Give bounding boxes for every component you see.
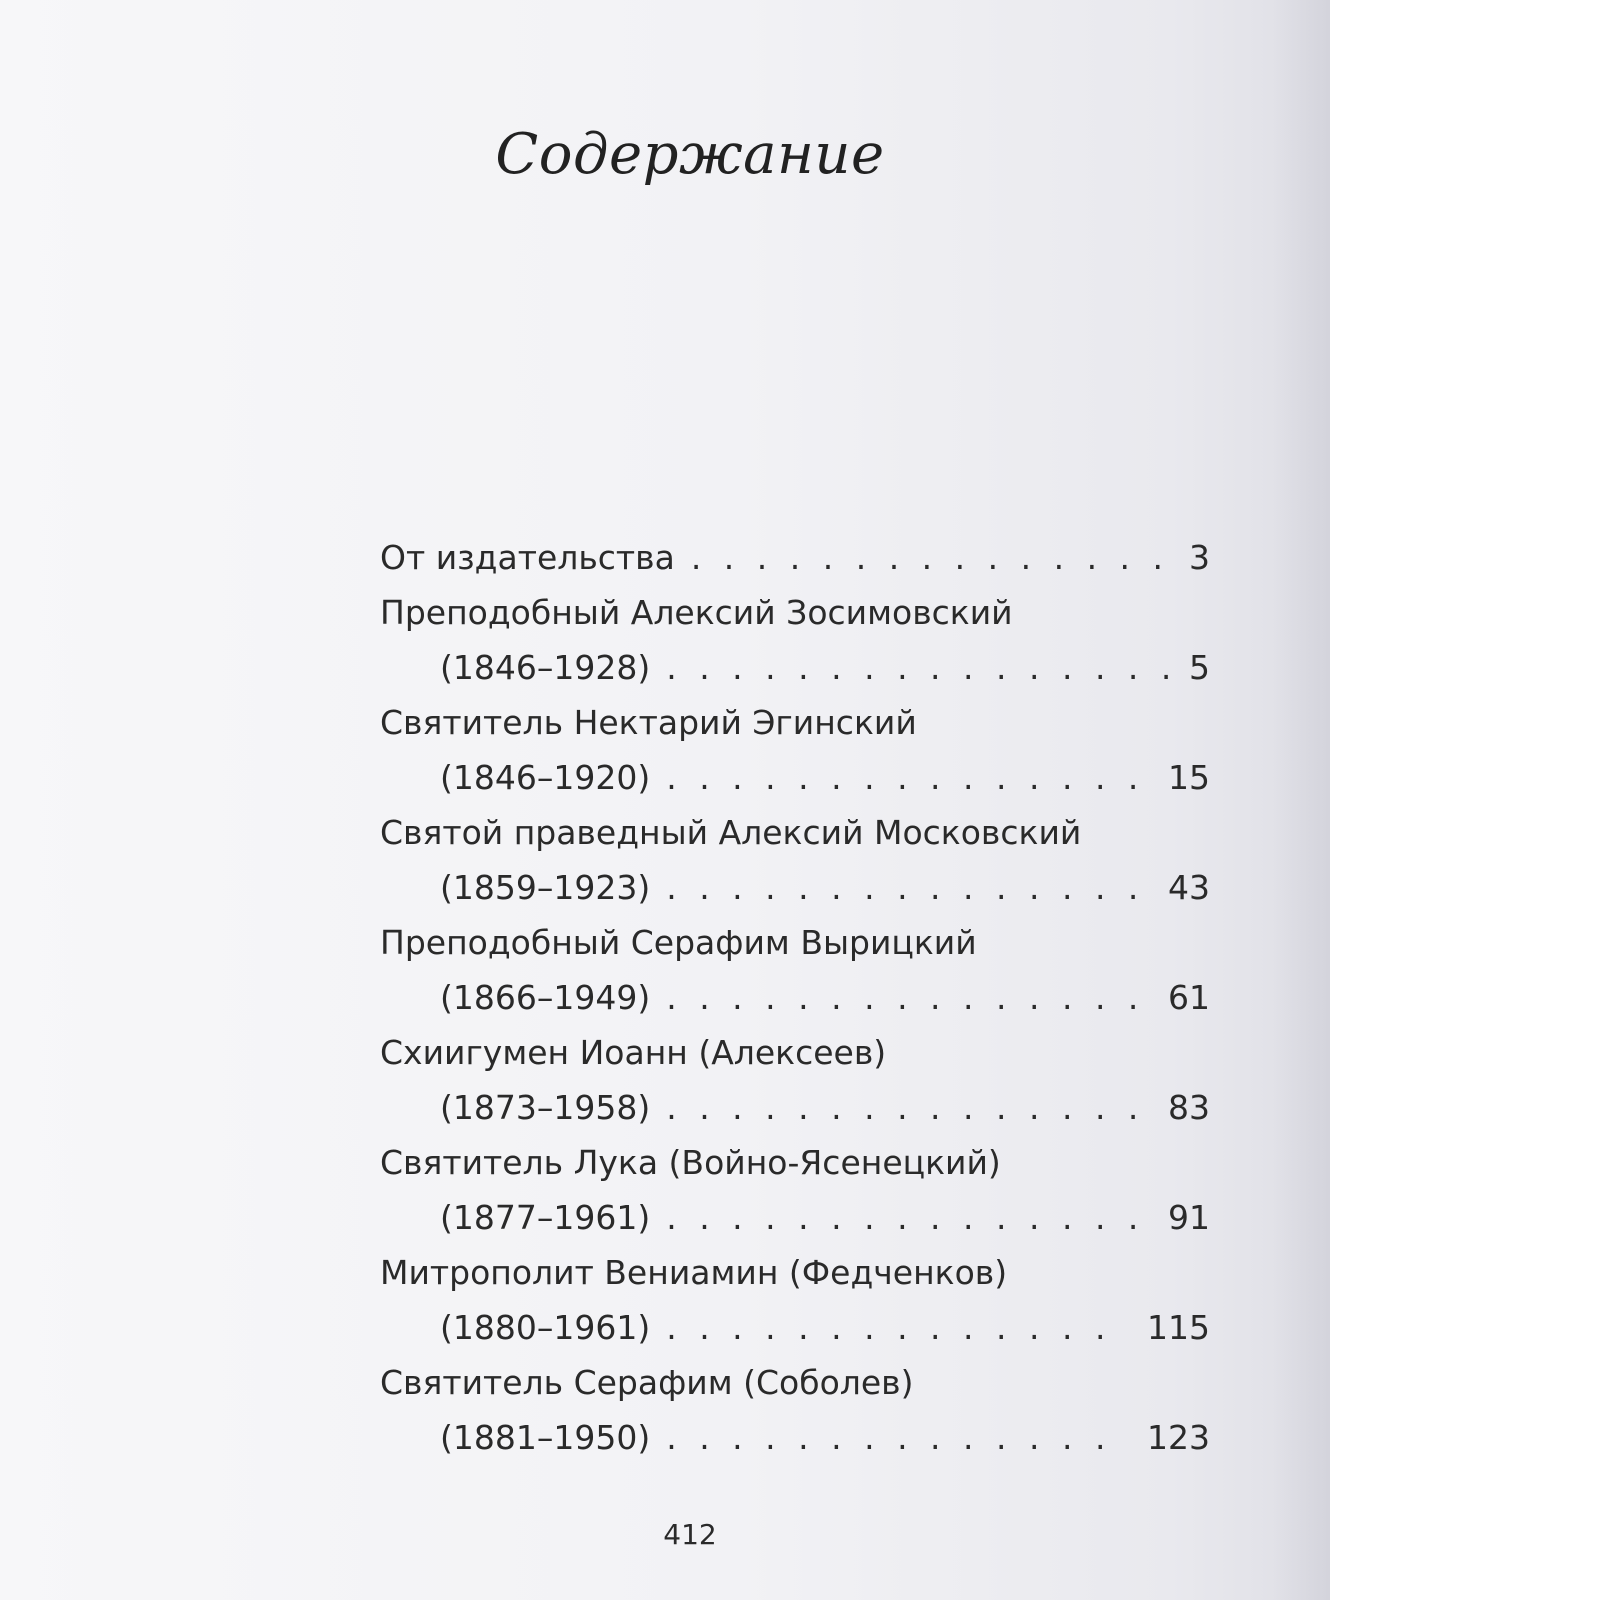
toc-entry [380, 915, 1210, 1025]
toc-entry [380, 1135, 1210, 1245]
toc-entry-dates: (1846–1928) [440, 648, 651, 687]
leader-dots [666, 1300, 1131, 1355]
toc-page-number: 83 [1168, 1088, 1210, 1127]
toc-entry-title: Святитель Серафим (Соболев) [380, 1363, 914, 1402]
toc-page-number: 15 [1168, 758, 1210, 797]
leader-dots [666, 860, 1152, 915]
toc-line [380, 970, 1210, 1025]
toc-entry-title: Преподобный Серафим Вырицкий [380, 923, 977, 962]
page-number-footer: 412 [663, 1518, 717, 1551]
toc-entry-title: От издательства [380, 538, 675, 577]
toc-entry [380, 530, 1210, 585]
toc-entry-dates: (1881–1950) [440, 1418, 651, 1457]
toc-entry-dates: (1877–1961) [440, 1198, 651, 1237]
toc-entry [380, 585, 1210, 695]
toc-page-number: 91 [1168, 1198, 1210, 1237]
toc-line [380, 1025, 1210, 1080]
leader-dots [666, 970, 1152, 1025]
toc-entry-dates: (1846–1920) [440, 758, 651, 797]
toc-line [380, 805, 1210, 860]
toc-line [380, 695, 1210, 750]
toc-entry-dates: (1859–1923) [440, 868, 651, 907]
leader-dots [666, 640, 1173, 695]
toc-line [380, 750, 1210, 805]
leader-dots [691, 530, 1173, 585]
toc-entry-title: Митрополит Вениамин (Федченков) [380, 1253, 1008, 1292]
toc-page-number: 5 [1189, 648, 1210, 687]
toc-entry [380, 695, 1210, 805]
toc-page-number: 123 [1147, 1418, 1210, 1457]
toc-entry [380, 1355, 1210, 1465]
toc-line [380, 640, 1210, 695]
toc-entry [380, 1245, 1210, 1355]
toc-page-number: 3 [1189, 538, 1210, 577]
leader-dots [666, 1410, 1131, 1465]
toc-entry [380, 805, 1210, 915]
toc-entry-title: Святой праведный Алексий Московский [380, 813, 1082, 852]
toc-line [380, 530, 1210, 585]
toc-line [380, 1135, 1210, 1190]
toc-line [380, 1080, 1210, 1135]
toc-line [380, 585, 1210, 640]
page-title: Содержание [495, 122, 885, 187]
toc-line [380, 1355, 1210, 1410]
toc-line [380, 915, 1210, 970]
toc-page-number: 61 [1168, 978, 1210, 1017]
leader-dots [666, 750, 1152, 805]
toc-entry-dates: (1866–1949) [440, 978, 651, 1017]
toc-entry-dates: (1873–1958) [440, 1088, 651, 1127]
leader-dots [666, 1190, 1152, 1245]
toc-entry-title: Схиигумен Иоанн (Алексеев) [380, 1033, 887, 1072]
toc-line [380, 1190, 1210, 1245]
toc-entry-title: Святитель Лука (Войно-Ясенецкий) [380, 1143, 1001, 1182]
toc-page-number: 115 [1147, 1308, 1210, 1347]
toc-line [380, 1245, 1210, 1300]
toc-line [380, 1300, 1210, 1355]
toc-entry-dates: (1880–1961) [440, 1308, 651, 1347]
toc-entry [380, 1025, 1210, 1135]
toc-line [380, 860, 1210, 915]
toc-page-number: 43 [1168, 868, 1210, 907]
toc-line [380, 1410, 1210, 1465]
toc-entry-title: Преподобный Алексий Зосимовский [380, 593, 1013, 632]
table-of-contents [380, 530, 1210, 1465]
leader-dots [666, 1080, 1152, 1135]
toc-entry-title: Святитель Нектарий Эгинский [380, 703, 917, 742]
